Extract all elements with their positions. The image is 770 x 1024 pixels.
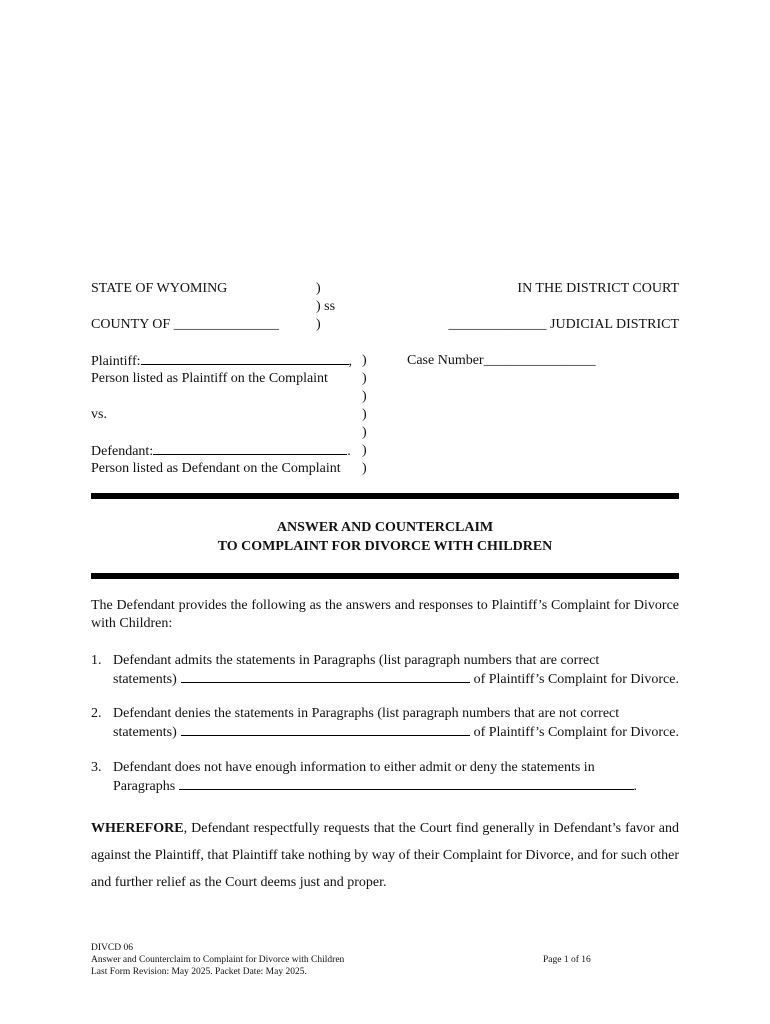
item-tail: of Plaintiff’s Complaint for Divorce. [473, 725, 679, 740]
footer-revision: Last Form Revision: May 2025. Packet Date: May 2025. [91, 967, 307, 977]
plaintiff-label: Plaintiff: [91, 354, 141, 369]
item-text: Defendant admits the statements in Paragraphs (list paragraph numbers that are correct [113, 653, 600, 668]
defendant-name-blank [153, 442, 347, 455]
caption-paren: ) [362, 461, 367, 476]
item-lead: Paragraphs [113, 779, 176, 794]
list-item [91, 705, 679, 742]
top-rule [91, 493, 679, 499]
plaintiff-note: Person listed as Plaintiff on the Complaint [91, 371, 328, 386]
item-tail: of Plaintiff’s Complaint for Divorce. [473, 672, 679, 687]
footer-form-id: DIVCD 06 [91, 943, 133, 953]
plaintiff-name-blank [141, 352, 349, 365]
doc-title-line2: TO COMPLAINT FOR DIVORCE WITH CHILDREN [217, 539, 553, 554]
item-lead: statements) [113, 672, 177, 687]
case-number-label: Case Number________________ [407, 353, 596, 368]
caption-paren: ) [316, 281, 321, 296]
item-text: Defendant denies the statements in Paragraphs (list paragraph numbers that are not correct [113, 706, 620, 721]
caption-paren: ) [362, 443, 367, 458]
footer-page-number: Page 1 of 16 [543, 955, 591, 965]
wherefore-text: , Defendant respectfully requests that the Court find generally in Defendant’s favor and against the Plaintiff, that Plaintiff take nothing by way of their Complaint for Divorce, and for such other and further relief as the Court deems just and proper. [91, 821, 679, 890]
footer-form-title: Answer and Counterclaim to Complaint for Divorce with Children [91, 955, 345, 965]
doc-title-line1: ANSWER AND COUNTERCLAIM [276, 520, 494, 535]
plaintiff-line: Plaintiff: , [91, 354, 353, 369]
paragraph-numbers-blank [179, 777, 633, 790]
wherefore-bold: WHEREFORE [91, 821, 184, 836]
paragraph-numbers-blank [181, 723, 470, 736]
caption-paren: ) [362, 353, 367, 368]
item-lead: statements) [113, 725, 177, 740]
defendant-label: Defendant: [91, 444, 154, 459]
judicial-district-label: ______________ JUDICIAL DISTRICT [448, 317, 679, 332]
item-text: Defendant does not have enough information to either admit or deny the statements in [113, 760, 595, 775]
paragraph-numbers-blank [181, 670, 470, 683]
defendant-line: Defendant: . [91, 444, 351, 459]
court-label: IN THE DISTRICT COURT [517, 281, 679, 296]
item-tail: . [633, 779, 637, 794]
defendant-note: Person listed as Defendant on the Complaint [91, 461, 341, 476]
caption-paren: ) [362, 407, 367, 422]
wherefore-paragraph [91, 815, 679, 896]
county-label: COUNTY OF _______________ [91, 317, 279, 332]
bottom-rule [91, 573, 679, 579]
item-number: 1. [91, 653, 102, 668]
intro-paragraph: The Defendant provides the following as the answers and responses to Plaintiff’s Complaint for Divorce with Children: [91, 598, 679, 631]
list-item [91, 759, 679, 796]
item-number: 3. [91, 760, 102, 775]
item-number: 2. [91, 706, 102, 721]
caption-paren: ) [362, 371, 367, 386]
caption-paren: ) [362, 425, 367, 440]
vs-label: vs. [91, 407, 107, 422]
caption-ss: ) ss [316, 299, 336, 314]
caption-paren: ) [316, 317, 321, 332]
caption-paren: ) [362, 389, 367, 404]
list-item [91, 652, 679, 689]
state-label: STATE OF WYOMING [91, 281, 228, 296]
